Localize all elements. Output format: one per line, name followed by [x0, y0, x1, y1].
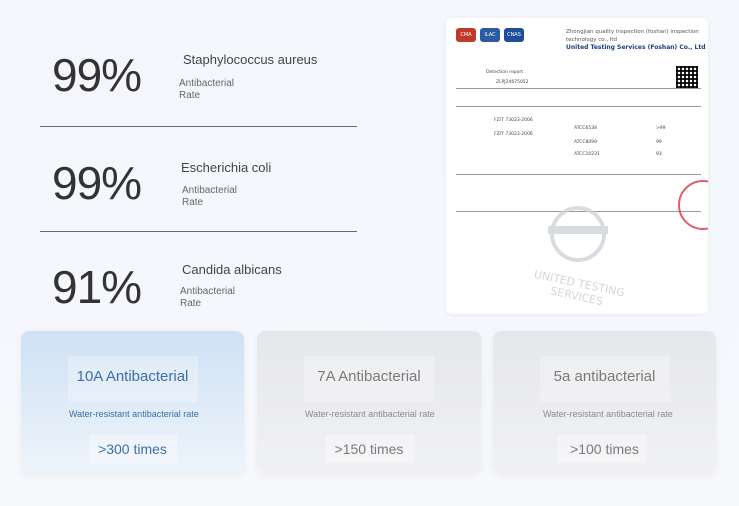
- strain-1: ATCC6538: [574, 126, 597, 131]
- cma-logo-icon: CMA: [456, 28, 476, 42]
- table-row: [456, 174, 701, 175]
- stat-organism: Escherichia coli: [181, 160, 272, 175]
- result-2: 99: [656, 140, 662, 145]
- table-row: [456, 106, 701, 107]
- card-description: Water-resistant antibacterial rate: [305, 409, 435, 419]
- divider: [40, 126, 357, 127]
- card-title: 10A Antibacterial: [76, 368, 189, 385]
- result-3: 93: [656, 152, 662, 157]
- card-title: 7A Antibacterial: [317, 368, 421, 385]
- divider: [40, 231, 357, 232]
- table-row: [456, 88, 701, 89]
- standard-1: FZ/T 73023-2006: [494, 118, 533, 123]
- card-description: Water-resistant antibacterial rate: [543, 409, 673, 419]
- uts-watermark: [508, 204, 648, 309]
- stat-percent: 91%: [52, 261, 142, 313]
- report-number: ZLPJ24675052: [496, 80, 529, 85]
- cnas-logo-icon: CNAS: [504, 28, 524, 42]
- result-1: >99: [656, 126, 666, 131]
- ilac-logo-icon: ILAC: [480, 28, 500, 42]
- stat-staphylococcus: [40, 40, 357, 120]
- standard-2: FZ/T 73023-2006: [494, 132, 533, 137]
- lab-name-en: United Testing Services (Foshan) Co., Ltd: [566, 44, 706, 51]
- report-label: Detection report: [486, 70, 524, 75]
- stat-label: Antibacterial Rate: [179, 78, 235, 101]
- uts-watermark-logo-icon: [508, 204, 648, 274]
- stat-organism: Staphylococcus aureus: [183, 52, 318, 67]
- card-times: >150 times: [334, 441, 404, 457]
- lab-name-cn: Zhongjian quality inspection (foshan) inspection technology co., ltd: [566, 29, 699, 43]
- strain-2: ATCC8099: [574, 140, 597, 145]
- stat-candida: [40, 252, 357, 322]
- stat-label: Antibacterial Rate: [182, 185, 238, 208]
- card-7a[interactable]: [257, 331, 481, 473]
- stat-escherichia: [40, 148, 357, 228]
- watermark-text: UNITED TESTING SERVICES: [532, 267, 626, 309]
- report-table: [456, 66, 701, 216]
- test-report-image: [446, 18, 708, 314]
- card-5a[interactable]: [493, 331, 716, 473]
- card-10a[interactable]: [21, 331, 244, 473]
- strain-3: ATCC10231: [574, 152, 600, 157]
- card-times: >300 times: [98, 441, 167, 457]
- stat-percent: 99%: [52, 157, 142, 209]
- card-times: >100 times: [570, 441, 639, 457]
- stat-label: Antibacterial Rate: [180, 286, 236, 309]
- certification-logos: [456, 28, 524, 42]
- card-description: Water-resistant antibacterial rate: [69, 409, 199, 419]
- card-title: 5a antibacterial: [553, 368, 656, 385]
- stat-organism: Candida albicans: [182, 262, 282, 277]
- stat-percent: 99%: [52, 49, 142, 101]
- lab-name: [566, 28, 706, 52]
